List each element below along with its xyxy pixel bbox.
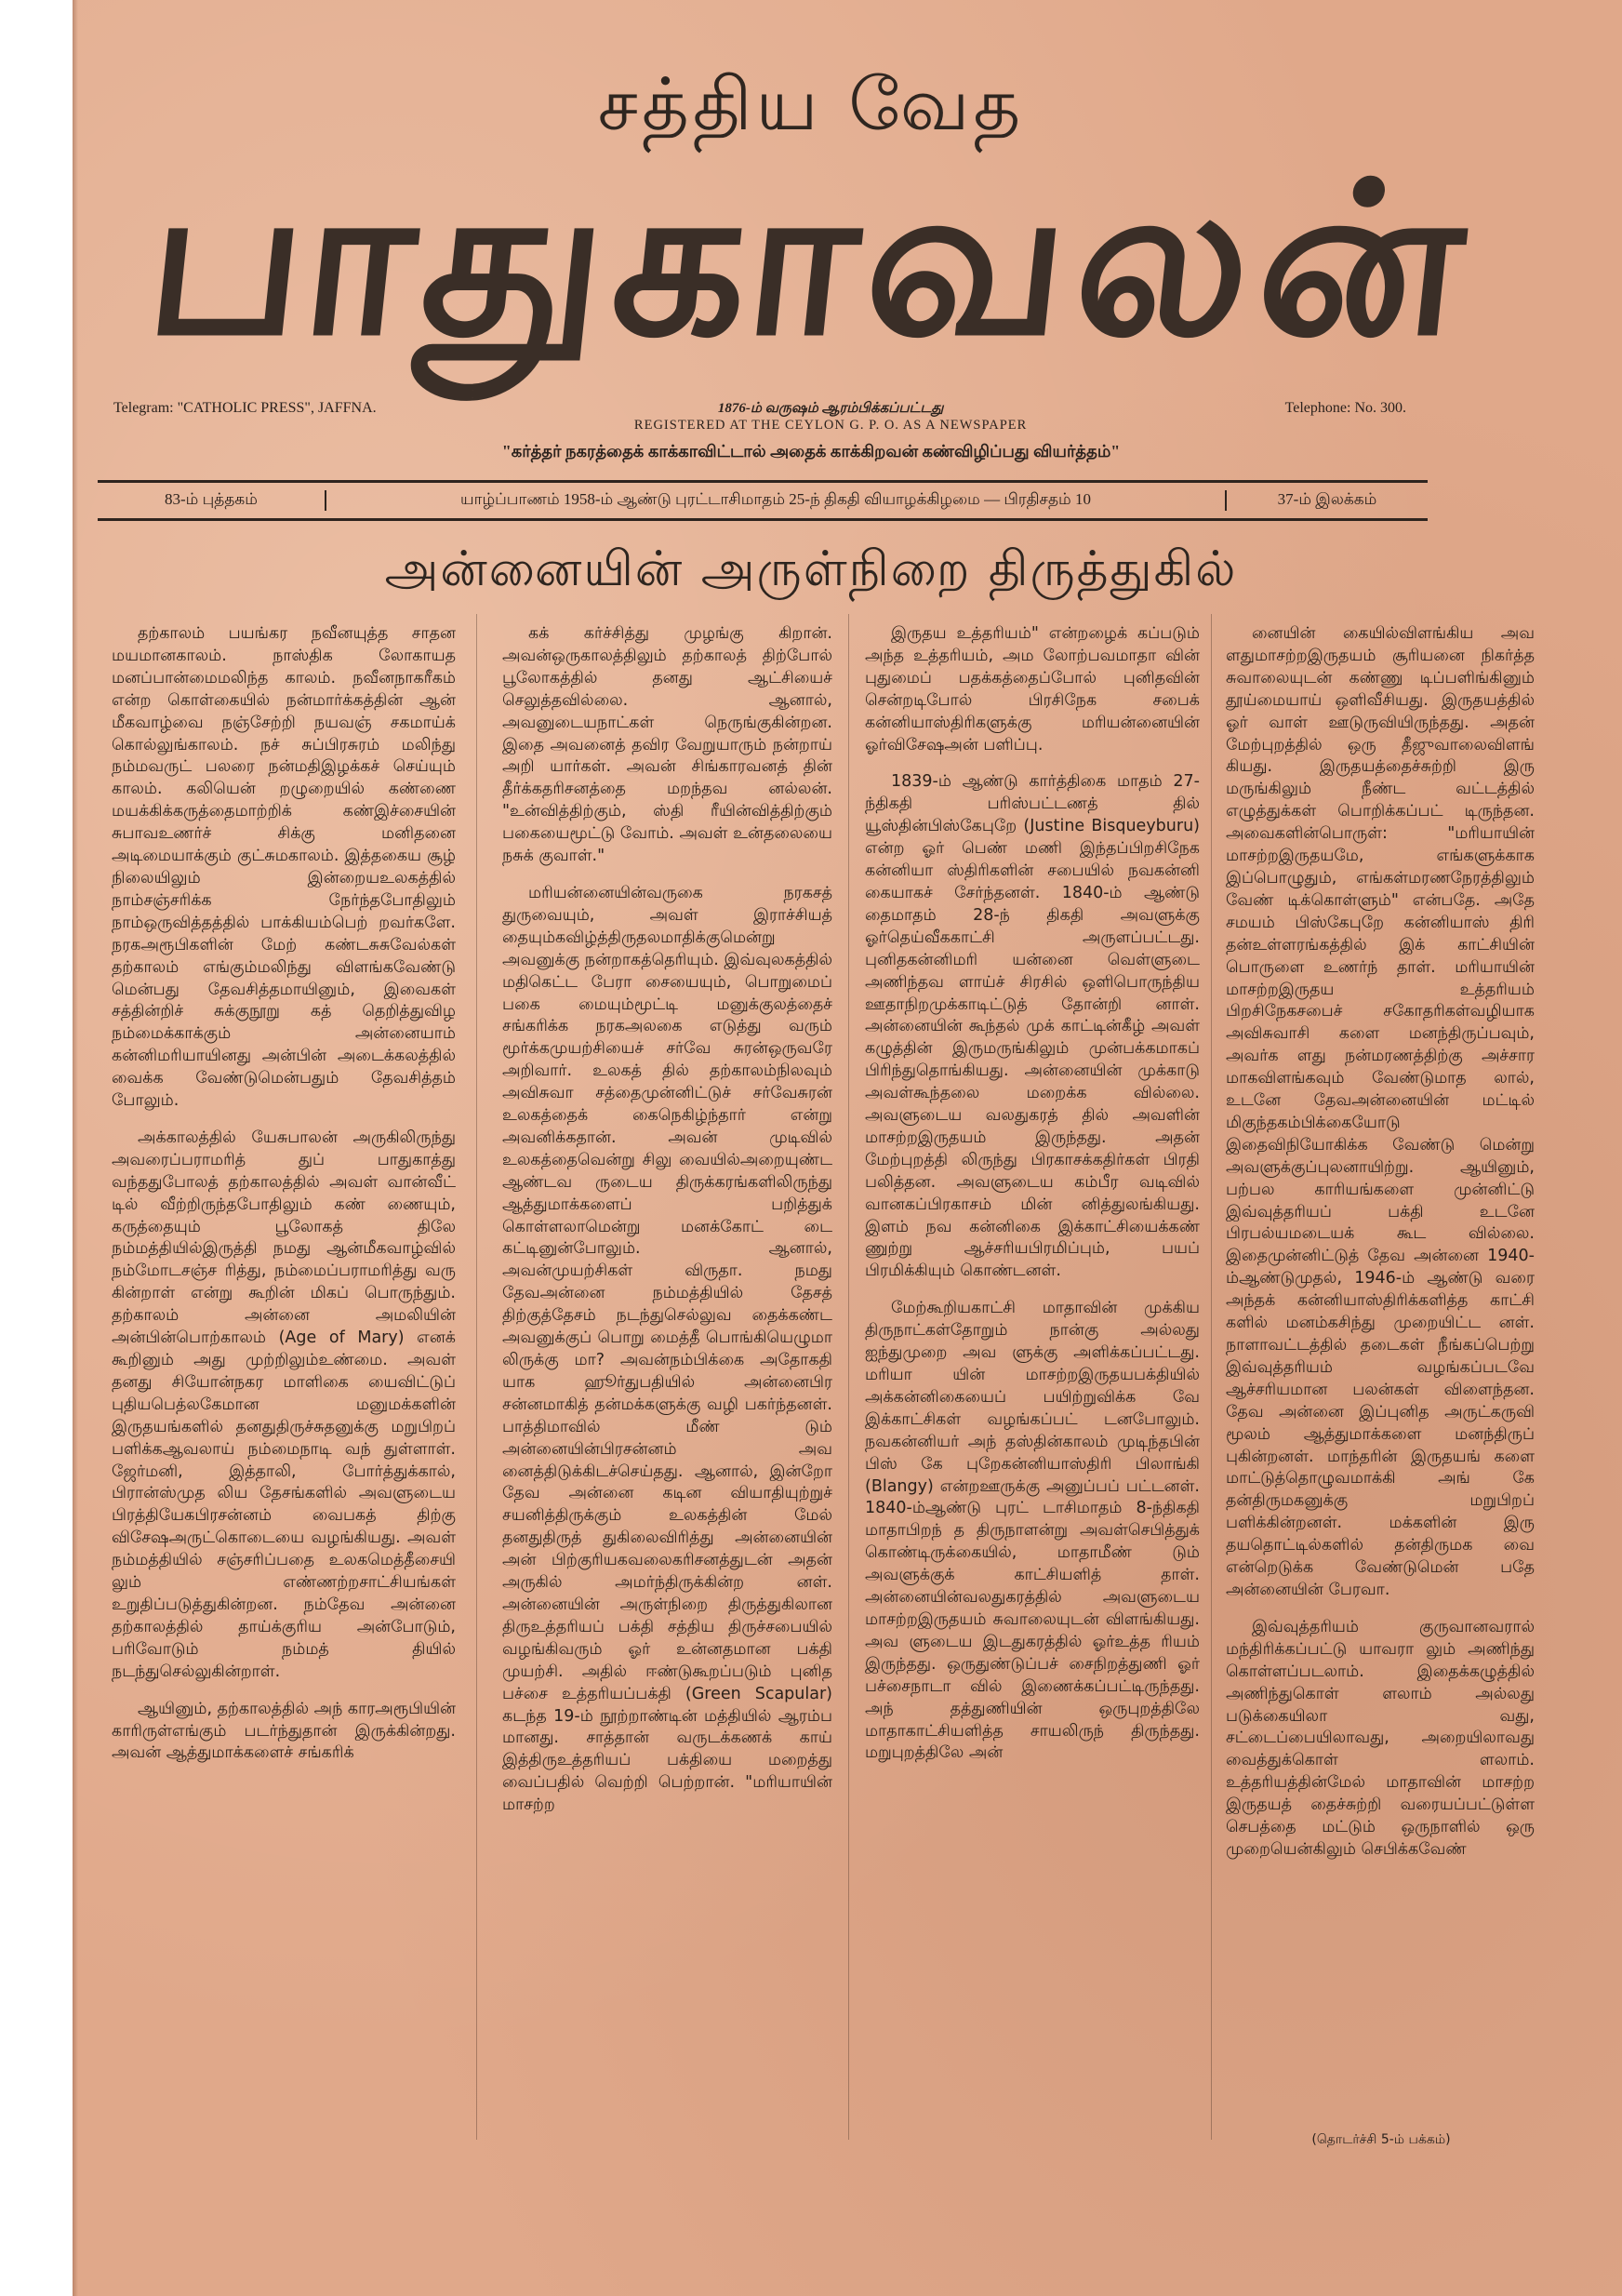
column-rule xyxy=(476,614,477,2140)
motto: "கர்த்தர் நகரத்தைக் காக்காவிட்டால் அதைக் காக்கிறவன் கண்விழிப்பது வியர்த்தம்" xyxy=(501,442,1121,461)
info-row xyxy=(113,400,1406,434)
registered-line: REGISTERED AT THE CEYLON G. P. O. AS A NEWSPAPER xyxy=(633,418,1028,433)
established-line: 1876-ம் வருஷம் ஆரம்பிக்கப்பட்டது xyxy=(717,401,944,416)
paragraph: ஆயினும், தற்காலத்தில் அந் காரஅரூபியின் காரிருள்எங்கும் படர்ந்துதான் இருக்கின்றது. அவன் ஆத்துமாக்களைச் சங்கரிக் xyxy=(112,1699,456,1763)
column-rule xyxy=(1211,614,1212,2140)
continuation-note: (தொடர்ச்சி 5-ம் பக்கம்) xyxy=(1311,2132,1451,2147)
article-column-2 xyxy=(502,623,832,1817)
issue-number: 37-ம் இலக்கம் xyxy=(1225,490,1428,511)
volume-number: 83-ம் புத்தகம் xyxy=(98,490,326,511)
paragraph: தற்காலம் பயங்கர நவீனயுத்த சாதன மயமானகாலம். நாஸ்திக லோகாயத மனப்பான்மைமலிந்த காலம். நவீனநாகரீகம் என்ற கொள்கையில் நன்மார்க்கத்தின் ஆன் மீகவாழ்வை நஞ்சேற்றி நயவஞ் சகமாய்க் கொல்லுங்காலம். நச் சுப்பிரசுரம் மலிந்து நம்மவருட் பலரை நன்மதிஇழக்கச் செய்யும் காலம். கலியென் றழுறையில் கண்ணை மயக்கிக்கருத்தைமாற்றிக் கண்இச்சையின் சுபாவஉணர்ச் சிக்கு மனிதனை அடிமையாக்கும் குட்சுமகாலம். இத்தகைய சூழ் நிலையிலும் இன்றையஉலகத்தில் நாம்சஞ்சரிக்க நேர்ந்தபோதிலும் நாம்ஒருவித்தத்தில் பாக்கியம்பெற் றவர்களே. நரகஅரூபிகளின் மேற் கண்டசுசுவேல்கள் தற்காலம் எங்கும்மலிந்து விளங்கவேண்டு மென்பது தேவசித்தமாயினும், இவைகள் சத்தின்றிச் சுக்குநூறு கத் தெறித்துவிழ நம்மைக்காக்கும் அன்னையாம் கன்னிமரியாயினது அன்பின் அடைக்கலத்தில் வைக்க வேண்டுமென்பதும் தேவசித்தம் போலும். xyxy=(112,624,456,1111)
dateline xyxy=(98,480,1428,521)
paragraph: மேற்கூறியகாட்சி மாதாவின் முக்கிய திருநாட்கள்தோறும் நான்கு அல்லது ஐந்துமுறை அவ ளுக்கு அளிக்கப்பட்டது. மரியா யின் மாசற்றஇருதயபக்தியில் அக்கன்னிகையைப் பயிற்றுவிக்க வே இக்காட்சிகள் வழங்கப்பட் டனபோலும். நவகன்னியர் அந் தஸ்தின்காலம் முடிந்தபின் பிஸ் கே புறேகன்னியாஸ்திரி பிலாங்கி (Blangy) என்றஊருக்கு அனுப்பப் பட்டனள். 1840-ம்ஆண்டு புரட் டாசிமாதம் 8-ந்திகதி மாதாபிறந் த திருநாளன்று அவள்செபித்துக் கொண்டிருக்கையில், மாதாமீண் டும் அவளுக்குக் காட்சியளித் தாள். அன்னையின்வலதுகரத்தில் அவளுடைய மாசற்றஇருதயம் சுவாலையுடன் விளங்கியது. அவ ளுடைய இடதுகரத்தில் ஓர்உத்த ரியம் இருந்தது. ஒருதுண்டுப்பச் சைநிறத்துணி ஓர் பச்சைநாடா வில் இணைக்கப்பட்டிருந்தது. அந் தத்துணியின் ஒருபுறத்திலே மாதாகாட்சியளித்த சாயலிருந் திருந்தது. மறுபுறத்திலே அன் xyxy=(865,1299,1200,1763)
paragraph: மரியன்னையின்வருகை நரகசத் துருவையும், அவள் இராச்சியத் தையும்கவிழ்த்திருதலமாதிக்குமென்று அவனுக்கு நன்றாகத்தெரியும். இவ்வுலகத்தில் மதிகெட்ட பேரா சையையும், பொறுமைப் பகை மையும்மூட்டி மனுக்குலத்தைச் சங்கரிக்க நரகஅலகை எடுத்து வரும் மூர்க்கமுயற்சியைச் சர்வே சுரன்ஒருவரே அறிவார். உலகத் தில் தற்காலம்நிலவும் அவிசுவா சத்தைமுன்னிட்டுச் சர்வேசுரன் உலகத்தைக் கைநெகிழ்ந்தார் என்று அவனிக்கதான். அவன் முடிவில் உலகத்தைவென்று சிலு வையில்அறையுண்ட ஆண்டவ ருடைய திருக்கரங்களிலிருந்து ஆத்துமாக்களைப் பறித்துக் கொள்ளலாமென்று மனக்கோட் டை கட்டினுன்போலும். ஆனால், அவன்முயற்சிகள் விருதா. நமது தேவஅன்னை நம்மத்தியில் தேசத் திற்குத்தேசம் நடந்துசெல்லுவ தைக்கண்ட அவனுக்குப் பொறு மைத்தீ பொங்கியெழுமா லிருக்கு மா? அவன்நம்பிக்கை அதோகதி யாக ஹூர்துபதியில் அன்னைபிர சன்னமாகித் தன்மக்களுக்கு வழி பகர்ந்தனள். பாத்திமாவில் மீண் டும் அன்னையின்பிரசன்னம் அவ னைத்திடுக்கிடச்செய்தது. ஆனால், இன்றோ தேவ அன்னை கடின வியாதியுற்றுச் சயனித்திருக்கும் உலகத்தின் மேல் தனதுதிருத் துகிலைவிரித்து அன்னையின் அன் பிற்குரியகவலைகரிசனத்துடன் அதன் அருகில் அமர்ந்திருக்கின்ற னள். அன்னையின் அருள்நிறை திருத்துகிலான திருஉத்தரியப் பக்தி சத்திய திருச்சபையில் வழங்கிவரும் ஓர் உன்னதமான பக்தி முயற்சி. அதில் ஈண்டுகூறப்படும் புனித பச்சை உத்தரியப்பக்தி (Green Scapular) கடந்த 19-ம் நூற்றாண்டின் மத்தியில் ஆரம்ப மானது. சாத்தான் வருடக்கணக் காய் இத்திருஉத்தரியப் பக்தியை மறைத்து வைப்பதில் வெற்றி பெற்றான். "மரியாயின் மாசற்ற xyxy=(502,883,832,1815)
headline: அன்னையின் அருள்நிறை திருத்துகில் xyxy=(384,541,1238,597)
masthead-title: பாதுகாவலன் xyxy=(137,139,1485,382)
registration-block xyxy=(634,400,1027,434)
paragraph: 1839-ம் ஆண்டு கார்த்திகை மாதம் 27-ந்திகதி பரிஸ்பட்டணத் தில் யூஸ்தின்பிஸ்கேபுறே (Justine Bisqueyburu) என்ற ஓர் பெண் மணி இந்தப்பிறசிநேக கன்னியா ஸ்திரிகளின் சபையில் நவகன்னி கையாகச் சேர்ந்தனள். 1840-ம் ஆண்டு தைமாதம் 28-ந் திகதி அவளுக்கு ஓர்தெய்வீககாட்சி அருளப்பட்டது. புனிதகன்னிமரி யன்னை வெள்ளுடை அணிந்தவ ளாய்ச் சிரசில் ஒளிபொருந்திய ஊதாநிறமுக்காடிட்டுத் தோன்றி னாள். அன்னையின் கூந்தல் முக் காட்டின்கீழ் அவள் கழுத்தின் இருமருங்கிலும் முன்பக்கமாகப் பிரிந்துதொங்கியது. அன்னையின் முக்காடு அவள்கூந்தலை மறைக்க வில்லை. அவளுடைய வலதுகரத் தில் அவளின் மாசற்றஇருதயம் இருந்தது. அதன் மேற்புறத்தி லிருந்து பிரகாசக்கதிர்கள் பிரதி பலித்தன. அவளுடைய கம்பீர வடிவில் வானகப்பிரகாசம் மின் னித்துலங்கியது. இளம் நவ கன்னிகை இக்காட்சியைக்கண் ணுற்று ஆச்சரியபிரமிப்பும், பயப் பிரமிக்கியும் கொண்டனள். xyxy=(865,772,1200,1281)
masthead-subtitle: சத்திய வேத xyxy=(597,63,1025,147)
paragraph: இவ்வுத்தரியம் குருவானவரால் மந்திரிக்கப்பட்டு யாவரா லும் அணிந்து கொள்ளப்படலாம். இதைக்கழுத்தில் அணிந்துகொள் ளலாம் அல்லது படுக்கையிலா வது, சட்டைப்பையிலாவது, அறையிலாவது வைத்துக்கொள் ளலாம். உத்தரியத்தின்மேல் மாதாவின் மாசற்ற இருதயத் தைச்சுற்றி வரையப்பட்டுள்ள செபத்தை மட்டும் ஒருநாளில் ஒரு முறையென்கிலும் செபிக்கவேண் xyxy=(1226,1617,1535,1859)
column-rule xyxy=(848,614,849,2140)
paragraph: கக் கர்ச்சித்து முழங்கு கிறான். அவன்ஒருகாலத்திலும் தற்காலத் திற்போல் பூலோகத்தில் தனது ஆட்சியைச் செலுத்தவில்லை. ஆனால், அவனுடையநாட்கள் நெருங்குகின்றன. இதை அவனைத் தவிர வேறுயாரும் நன்றாய் அறி யார்கள். அவன் சிங்காரவனத் தின் தீர்க்கதரிசனத்தை மறந்தவ னல்லன். "உன்வித்திற்கும், ஸ்தி ரீயின்வித்திற்கும் பகையைமூட்டு வோம். அவள் உன்தலையை நசுக் குவாள்." xyxy=(502,624,832,866)
article-column-3 xyxy=(865,623,1200,1765)
paragraph: இருதய உத்தரியம்" என்றழைக் கப்படும் அந்த உத்தரியம், அம லோற்பவமாதா வின் புதுமைப் பதக்கத்தைப்போல் புனிதவின் சென்றடிபோல் பிரசிநேக சபைக் கன்னியாஸ்திரிகளுக்கு மரியன்னையின் ஓர்விசேஷஅன் பளிப்பு. xyxy=(865,624,1200,754)
paragraph: னையின் கையில்விளங்கிய அவ ளதுமாசற்றஇருதயம் சூரியனை நிகர்த்த சுவாலையுடன் கண்ணு டிப்பளிங்கினும் தூய்மையாய் ஒளிவீசியது. இருதயத்தில் ஓர் வாள் ஊடுருவியிருந்தது. அதன் மேற்புறத்தில் ஒரு தீஜுவாலைவிளங் கியது. இருதயத்தைச்சுற்றி இரு மருங்கிலும் நீண்ட வட்டத்தில் எழுத்துக்கள் பொறிக்கப்பட் டிருந்தன. அவைகளின்பொருள்: "மரியாயின் மாசற்றஇருதயமே, எங்களுக்காக இப்பொழுதும், எங்கள்மரணநேரத்திலும் வேண் டிக்கொள்ளும்" என்பதே. அதே சமயம் பிஸ்கேபுறே கன்னியாஸ் திரி தன்உள்ளரங்கத்தில் இக் காட்சியின் பொருளை உணர்ந் தாள். மரியாயின் மாசற்றஇருதய உத்தரியம் பிறசிநேகசபைச் சகோதரிகள்வழியாக அவிசுவாசி களை மனந்திருப்பவும், அவர்க ளது நன்மரணத்திற்கு அச்சார மாகவிளங்கவும் வேண்டுமாத லால், உடனே தேவஅன்னையின் மட்டில் மிகுந்தகம்பிக்கையோடு இதைவிநியோகிக்க வேண்டு மென்று அவளுக்குப்புலனாயிற்று. ஆயினும், பற்பல காரியங்களை முன்னிட்டு இவ்வுத்தரியப் பக்தி உடனே பிரபல்யமடையக் கூட வில்லை. இதைமுன்னிட்டுத் தேவ அன்னை 1940-ம்ஆண்டுமுதல், 1946-ம் ஆண்டு வரை அந்தக் கன்னியாஸ்திரிக்களித்த காட்சி களில் மனம்கசிந்து முறையிட்ட னள். நாளாவட்டத்தில் தடைகள் நீங்கப்பெற்று இவ்வுத்தரியம் வழங்கப்படவே ஆச்சரியமான பலன்கள் விளைந்தன. தேவ அன்னை இப்புனித அருட்கருவி மூலம் ஆத்துமாக்களை மனந்திருப் புகின்றனள். மாந்தரின் இருதயங் களை மாட்டுத்தொழுவமாக்கி அங் கே தன்திருமகனுக்கு மறுபிறப் பளிக்கின்றனள். மக்களின் இரு தயதொட்டில்களில் தன்திருமக வை என்றெடுக்க வேண்டுமென் பதே அன்னையின் பேரவா. xyxy=(1226,624,1535,1599)
article-column-4 xyxy=(1226,623,1535,1862)
article-column-1 xyxy=(112,623,456,1765)
telephone-info: Telephone: No. 300. xyxy=(1284,400,1406,416)
paragraph: அக்காலத்தில் யேசுபாலன் அருகிலிருந்து அவரைப்பராமரித் துப் பாதுகாத்து வந்ததுபோலத் தற்காலத்தில் அவள் வான்வீட் டில் வீற்றிருந்தபோதிலும் கண் ணையும், கருத்தையும் பூலோகத் திலே நம்மத்தியில்இருத்தி நமது ஆன்மீகவாழ்வில் நம்மோடசஞ்ச ரித்து, நம்மைப்பராமரித்து வரு கின்றாள் என்று கூறின் மிகப் பொருந்தும். தற்காலம் அன்னை அமலியின் அன்பின்பொற்காலம் (Age of Mary) எனக் கூறினும் அது முற்றிலும்உண்மை. அவள் தனது சியோன்நகர மாளிகை யைவிட்டுப் புதியபெத்லகேமான மனுமக்களின் இருதயங்களில் தனதுதிருச்சுதனுக்கு மறுபிறப் பளிக்கஆவலாய் நம்மைநாடி வந் துள்ளாள். ஜேர்மனி, இத்தாலி, போர்த்துக்கால், பிரான்ஸ்முத லிய தேசங்களில் அவளுடைய பிரத்தியேகபிரசன்னம் வைபகத் திற்கு விசேஷஅருட்கொடையை வழங்கியது. அவள் நம்மத்தியில் சஞ்சரிப்பதை உலகமெத்தீசையி லும் எண்ணற்றசாட்சியங்கள் உறுதிப்படுத்துகின்றன. நம்தேவ அன்னை தற்காலத்தில் தாய்க்குரிய அன்போடும், பரிவோடும் நம்மத் தியில் நடந்துசெல்லுகின்றாள். xyxy=(112,1128,456,1681)
issue-date: யாழ்ப்பாணம் 1958-ம் ஆண்டு புரட்டாசிமாதம் 25-ந் திகதி வியாழக்கிழமை — பிரதிசதம் 10 xyxy=(460,490,1091,508)
telegram-info: Telegram: "CATHOLIC PRESS", JAFFNA. xyxy=(113,400,377,416)
